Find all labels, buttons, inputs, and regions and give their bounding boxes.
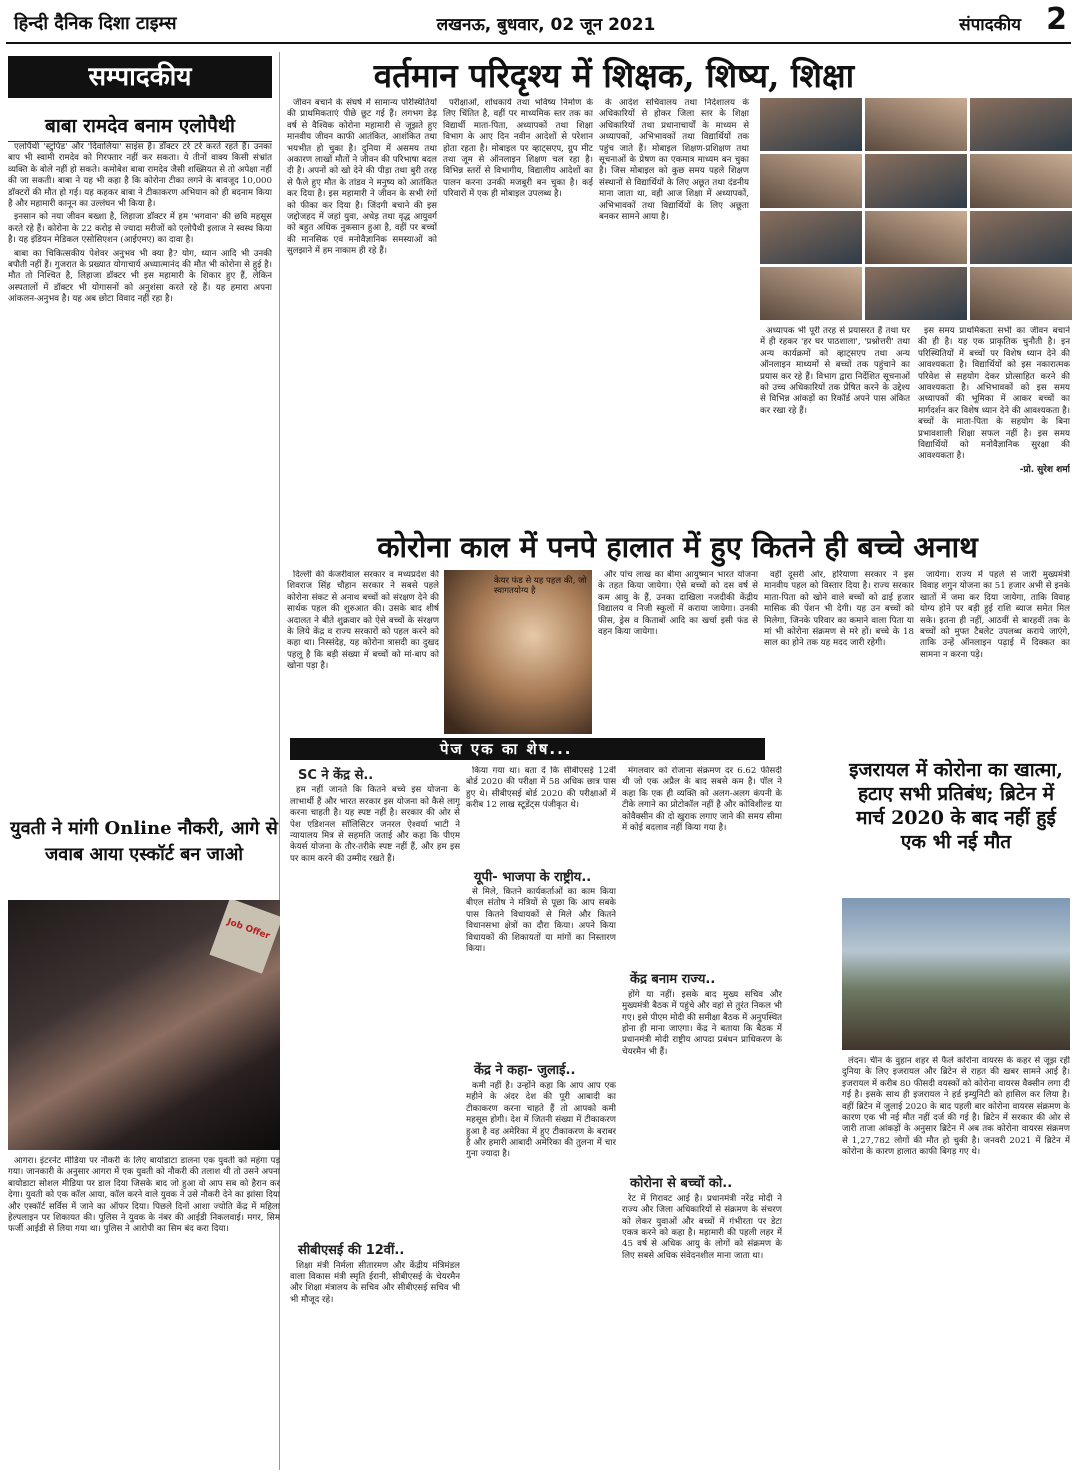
article-text: किया गया था। बता दें कि सीबीएसई 12वीं बोर्ड 2020 की परीक्षा में 58 अधिक छात्र पास हुए थे। सीबीएसई बोर्ड 2020 की परीक्षाओं में करीब 12 लाख स्टूडेंट्स पंजीकृत थे। xyxy=(466,766,616,811)
main-article-col-4 xyxy=(760,326,910,520)
masthead xyxy=(6,4,1071,44)
israel-crowd-photo xyxy=(842,898,1070,1050)
article-text: से मिले, कितने कार्यकर्ताओं का काम किया बीएल संतोष ने मंत्रियों से पूछा कि आप सबके पास कितने विधायकों से मिले और कितने विधानसभा क्षेत्रों का दौरा किया। अपने किया विधायकों की शिकायतों या मांगों का निस्तारण किया। xyxy=(466,887,616,955)
woman-job-offer-photo xyxy=(8,900,280,1150)
article-text: परीक्षाओं, शोधकार्य तथा भविष्य निर्माण के लिए चिंतित है, वहीं पर माध्यमिक स्तर तक का विद्यार्थी माता-पिता, अध्यापकों तथा शिक्षा विभाग के आए दिन नवीन आदेशों से परेशान होता रहता है। मोबाइल पर व्हाट्सएप, ग्रुप मीट तथा जूम से ऑनलाइन शिक्षण चल रहा है। विभिन्न स्तरों से विभागीय, विद्यालीय आदेशों का पालन करना उनकी मजबूरी बन चुका है। कई परिवारों में एक ही मोबाइल उपलब्ध है। xyxy=(443,98,593,200)
main-article-col-2 xyxy=(443,98,593,516)
article-text: मंगलवार को रोजाना संक्रमण दर 6.62 फीसदी थी जो एक अप्रैल के बाद सबसे कम है। पॉल ने कहा कि एक ही व्यक्ति को अलग-अलग कंपनी के टीके लगाने का प्रोटोकॉल नहीं है और कोविशील्ड या कोवैक्सीन की दो खुराक लगाए जाने की समय सीमा में कोई बदलाव नहीं किया गया है। xyxy=(622,766,782,834)
israel-headline: इजरायल में कोरोना का खात्मा, हटाए सभी प्रतिबंध; ब्रिटेन में मार्च 2020 के बाद नहीं हुई एक भी नई मौत xyxy=(849,759,1063,853)
continuation-col-3 xyxy=(622,766,782,1470)
article-text: शिक्षा मंत्री निर्मला सीतारमण और केंद्रीय मंत्रिमंडल वाला विकास मंत्री स्मृति ईरानी, सीबीएसई के चेयरमैन और शिक्षा मंत्रालय के सचिव और सीबीएसई सचिव भी भी मौजूद रहे। xyxy=(290,1260,460,1305)
main-article-col-5 xyxy=(918,326,1070,520)
editorial-banner: सम्पादकीय xyxy=(8,56,272,98)
main-article-col-1 xyxy=(287,98,437,516)
corona-article-col-3 xyxy=(764,570,914,734)
continuation-col-2 xyxy=(466,766,616,1470)
main-article-headline: वर्तमान परिदृश्य में शिक्षक, शिष्य, शिक्षा xyxy=(373,56,855,95)
editorial-paragraph: बाबा का चिकित्सकीय पेशेवर अनुभव भी क्या है? योग, ध्यान आदि भी उनकी बपौती नहीं हैं। गुजरात के प्रख्यात योगाचार्य अध्यात्मानंद की मौत भी कोरोना से हुई है। मौत तो निश्चित है, लिहाजा डॉक्टर भी इस महामारी के शिकार हुए हैं, लेकिन अस्पतालों में डॉक्टर भी योगासनों को अनुशंसा करते रहे हैं। यह हमारा अपना आंकलन-अनुभव है। यह अब छोटा विवाद नहीं रहा है। xyxy=(8,248,272,305)
main-article-col-3 xyxy=(599,98,749,516)
corona-article-col-2 xyxy=(598,570,758,734)
article-text: वहीं दूसरी ओर, हरियाणा सरकार ने इस मानवीय पहल को विस्तार दिया है। राज्य सरकार माता-पिता को खोने वाले बच्चों को ढाई हजार मासिक की पेंशन भी देगी। यह उन बच्चों को मिलेगा, जिनके परिवार का कमाने वाला पिता या मां भी कोरोना संक्रमण से मरे हों। बच्चे के 18 साल का होने तक यह मदद जारी रहेगी। xyxy=(764,570,914,649)
author-signature: -प्रो. सुरेश शर्मा xyxy=(1019,464,1070,475)
publication-name: हिन्दी दैनिक दिशा टाइम्स xyxy=(14,13,177,34)
article-text: जीवन बचाने के संघर्ष में सामान्य परिस्थितियों की प्राथमिकताएं पीछे छूट गई हैं। लगभग डेढ़ वर्ष से वैश्विक कोरोना महामारी से जूझते हुए मानवीय जीवन काफी आतंकित, आशंकित तथा भयभीत हो चुका है। दुनिया में असमय तथा अकारण लाखों मौतों ने जीवन की परिभाषा बदल दी है। अपनों को खो देने की पीड़ा तथा बुरी तरह से फैले हुए मौत के तांडव ने मनुष्य को आतंकित कर दिया है। इस महामारी ने जीवन के सभी रंगों को फीका कर दिया है। जिंदगी बचाने की इस जद्दोजहद में जहां युवा, अधेड़ तथा वृद्ध आयुवर्ग को बहुत अधिक नुकसान हुआ है, वहीं पर बच्चों की मानसिक एवं मनोवैज्ञानिक समस्याओं को सुलझाने में हम नाकाम ही रहे हैं। xyxy=(287,98,437,257)
yuvati-headline: युवती ने मांगी Online नौकरी, आगे से जवाब आया एस्कॉर्ट बन जाओ xyxy=(10,818,278,865)
article-text: के आदेश सचिवालय तथा निदेशालय के अधिकारियों से होकर जिला स्तर के शिक्षा अधिकारियों तथा प्रधानाचार्यों के माध्यम से अध्यापकों, अभिभावकों तथा विद्यार्थियों तक पहुंच जाते हैं। मोबाइल शिक्षण-प्रशिक्षण तथा सूचनाओं के प्रेषण का एकमात्र माध्यम बन चुका है। जिस मोबाइल को कुछ समय पहले शिक्षण संस्थानों से विद्यार्थियों के लिए अछूत तथा दंडनीय माना जाता था, वही आज शिक्षा में अध्यापकों, अभिभावकों तथा विद्यार्थियों के लिए अछूता बनकर सामने आया है। xyxy=(599,98,749,223)
article-text: जायेगा। राज्य में पहले से जारी मुख्यमंत्री विवाह शगुन योजना का 51 हजार अभी से इनके खातों में जमा कर दिया जायेगा, ताकि विवाह योग्य होने पर बड़ी हुई राशि ब्याज समेत मिल सके। इतना ही नहीं, आठवीं से बारहवीं तक के बच्चों को मुफ्त टैबलेट उपलब्ध कराये जाएंगे, ताकि उन्हें ऑनलाइन पढ़ाई में दिक्कत का सामना न करना पड़े। xyxy=(920,570,1070,660)
israel-body xyxy=(842,1056,1070,1470)
continued-from-page-one-bar: पेज एक का शेष... xyxy=(290,738,765,760)
up-subhead: यूपी- भाजपा के राष्ट्रीय.. xyxy=(474,869,592,885)
article-text: रेट में गिरावट आई है। प्रधानमंत्री नरेंद्र मोदी ने राज्य और जिला अधिकारियों से संक्रमण के संचरण को लेकर युवाओं और बच्चों में गंभीरता पर डेटा एकत्र करने को कहा है। महामारी की पहली लहर में 45 वर्ष से अधिक आयु के लोगों को संक्रमण के लिए सबसे अधिक संवेदनशील माना जाता था। xyxy=(622,1193,782,1261)
cbse-subhead: सीबीएसई की 12वीं.. xyxy=(298,1243,405,1259)
page-number: 2 xyxy=(1046,2,1067,37)
corona-article-headline: कोरोना काल में पनपे हालात में हुए कितने ही बच्चे अनाथ xyxy=(377,530,978,564)
corona-article-col-1 xyxy=(287,570,439,734)
article-text: इस समय प्राथमिकता सभी का जीवन बचाने की ही है। यह एक प्राकृतिक चुनौती है। इन परिस्थितियों में बच्चों पर विशेष ध्यान देने की आवश्यकता है। विद्यार्थियों को इस नकारात्मक परिवेश से सहयोग देकर प्रोत्साहित करने की आवश्यकता है। अभिभावकों को इस समय अध्यापकों की भूमिका में आकर बच्चों का मार्गदर्शन कर विशेष ध्यान देने की आवश्यकता है। बच्चों के माता-पिता के सहयोग के बिना प्रभावशाली शिक्षा सफल नहीं है। इस समय विद्यार्थियों को मनोवैज्ञानिक सुरक्षा की आवश्यकता है। xyxy=(918,326,1070,462)
yuvati-body xyxy=(8,1156,280,1470)
editorial-headline: बाबा रामदेव बनाम एलोपैथी xyxy=(8,112,272,142)
article-text: आगरा। इंटरनेट मीडिया पर नौकरी के लिए बायोडाटा डालना एक युवती को महंगा पड़ गया। जानकारी के अनुसार आगरा में एक युवती को नौकरी की तलाश थी तो उसने अपना बायोडाटा सोशल मीडिया पर डाल दिया जिसके बाद जो हुआ वो आप सब को हैरान कर देगा। युवती को एक कॉल आया, कॉल करने वाले युवक ने उसे नौकरी देने का झांसा दिया और एस्कॉर्ट सर्विस में जाने का ऑफर दिया। पिछले दिनों आशा ज्योति केंद्र में महिला हेल्पलाइन पर शिकायत की। पुलिस ने युवक के नंबर की आईडी निकलवाई। मगर, सिम फर्जी आईडी से लिया गया था। पुलिस ने आरोपी का सिम बंद करा दिया। xyxy=(8,1156,280,1235)
kendra-subhead: केंद्र ने कहा- जुलाई.. xyxy=(474,1063,576,1079)
article-text: लंदन। चीन के वुहान शहर से फैले कोरोना वायरस के कहर से जूझ रही दुनिया के लिए इजरायल और ब्रिटेन से राहत की खबर सामने आई है। इजरायल में करीब 80 फीसदी वयस्कों को कोरोना वायरस वैक्सीन लगा दी गई है। इसके साथ ही इजरायल ने हर्ड इम्युनिटी को हासिल कर लिया है। वहीं ब्रिटेन में जुलाई 2020 के बाद पहली बार कोरोना वायरस संक्रमण के कारण एक भी नई मौत नहीं दर्ज की गई है। ब्रिटेन में सरकार की ओर से जारी ताजा आंकड़ों के अनुसार ब्रिटेन में अब तक कोरोना वायरस संक्रमण से 1,27,782 लोगों की मौत हो चुकी है। जनवरी 2021 में ब्रिटेन में कोरोना के कारण हालात काफी बिगड़ गए थे। xyxy=(842,1056,1070,1158)
article-text: होंगे या नहीं। इसके बाद मुख्य सचिव और मुख्यमंत्री बैठक में पहुंचे और वहां से तुरंत निकल भी गए। इसे पीएम मोदी की समीक्षा बैठक में अनुपस्थित होना ही माना जाएगा। केंद्र ने बताया कि बैठक में प्रधानमंत्री मोदी राष्ट्रीय आपदा प्रबंधन प्राधिकरण के चेयरमैन भी हैं। xyxy=(622,989,782,1057)
article-text: दिल्ली की केजरीवाल सरकार व मध्यप्रदेश की शिवराज सिंह चौहान सरकार ने सबसे पहले कोरोना संकट से अनाथ बच्चों को संरक्षण देने की सार्थक पहल की शुरुआत की। उसके बाद शीर्ष अदालत ने बीते शुक्रवार को ऐसे बच्चों के संरक्षण के लिये केंद्र व राज्य सरकारों को पहल करने को कहा था। निस्संदेह, यह कोरोना त्रासदी का दुखद पहलू है कि बड़ी संख्या में बच्चों को मां-बाप को खोना पड़ा है। xyxy=(287,570,439,672)
editorial-paragraph: इनसान को नया जीवन बख्शा है, लिहाजा डॉक्टर में हम 'भगवान' की छवि महसूस करते रहे हैं। कोरोना के 22 करोड़ से ज्यादा मरीजों को एलोपैथी इलाज ने स्वस्थ किया है। यह इंडियन मेडिकल एसोसिएशन (आईएमए) का दावा है। xyxy=(8,212,272,246)
article-text: कमी नहीं है। उन्होंने कहा कि आप आप एक महीने के अंदर देश की पूरी आबादी का टीकाकरण करना चाहते हैं तो आपको कमी महसूस होगी। देश में जितनी संख्या में टीकाकरण हुआ है वह अमेरिका में हुए टीकाकरण के बराबर है और हमारी आबादी अमेरिका की तुलना में चार गुना ज्यादा है। xyxy=(466,1080,616,1160)
orphan-child-photo xyxy=(444,570,592,734)
article-text: और पांच लाख का बीमा आयुष्मान भारत योजना के तहत किया जायेगा। ऐसे बच्चों को दस वर्ष से कम आयु के हैं, उनका दाखिला नजदीकी केंद्रीय विद्यालय व निजी स्कूलों में कराया जायेगा। उनकी फीस, ड्रेस व किताबों आदि का खर्चा इसी फंड से वहन किया जायेगा। xyxy=(598,570,758,638)
job-offer-tag: Job Offer xyxy=(209,900,280,974)
students-collage-photo xyxy=(760,98,1072,320)
section-name: संपादकीय xyxy=(959,14,1021,35)
article-text: हम नहीं जानते कि कितने बच्चे इस योजना के लाभार्थी हैं और भारत सरकार इस योजना को कैसे लागू करना चाहती है। यह स्पष्ट नहीं है। सरकार की ओर से पेश एडिशनल सॉलिसिटर जनरल ऐश्वर्या भाटी ने न्यायालय मित्र से सहमति जताई और कहा कि पीएम केयर्स योजना के तौर-तरीके स्पष्ट नहीं हैं, और हम इस पर काम करने की उम्मीद रखते हैं। xyxy=(290,785,460,864)
kendra-vs-state-subhead: केंद्र बनाम राज्य.. xyxy=(630,972,716,988)
corona-article-col-4 xyxy=(920,570,1070,734)
sc-subhead: SC ने केंद्र से.. xyxy=(298,768,374,783)
editorial-paragraph: एलोपैथी 'स्टुपिड' और 'दिवालिया' साइंस है। डॉक्टर टर्र टर्र करते रहते हैं। उनका बाप भी स्वामी रामदेव को गिरफ्तार नहीं कर सकता। ये तीनों वाक्य किसी संभ्रांत व्यक्ति के बोले नहीं हो सकते। कमोबेश बाबा रामदेव जैसी शख्सियत से तो अपेक्षा नहीं की जा सकती। बाबा ने यह भी कहा है कि कोरोना टीका लगने के बावजूद 10,000 डॉक्टरों की मौत हो गई। यह कहकर बाबा ने टीकाकरण अभियान को ही बदनाम किया है और महामारी कानून का उल्लंघन भी किया है। xyxy=(8,142,272,210)
photo-caption: केयर फंड से यह पहल की, जो स्वागतयोग्य है xyxy=(494,576,587,596)
editorial-body xyxy=(8,142,272,804)
dateline: लखनऊ, बुधवार, 02 जून 2021 xyxy=(436,14,656,35)
continuation-col-1 xyxy=(290,766,460,1470)
children-subhead: कोरोना से बच्चों को.. xyxy=(630,1176,733,1192)
article-text: अध्यापक भी पूरी तरह से प्रयासरत हैं तथा घर में ही रहकर 'हर घर पाठशाला', 'प्रश्नोत्तरी' तथा अन्य कार्यक्रमों को व्हाट्सएप तथा अन्य ऑनलाइन माध्यमों से बच्चों तक पहुंचाने का प्रयास कर रहे हैं। विभाग द्वारा निर्देशित सूचनाओं को उच्च अधिकारियों तक प्रेषित करने के उद्देश्य से विभिन्न आंकड़ों का रिकॉर्ड अपने पास अंकित कर रखा रहे हैं। xyxy=(760,326,910,416)
